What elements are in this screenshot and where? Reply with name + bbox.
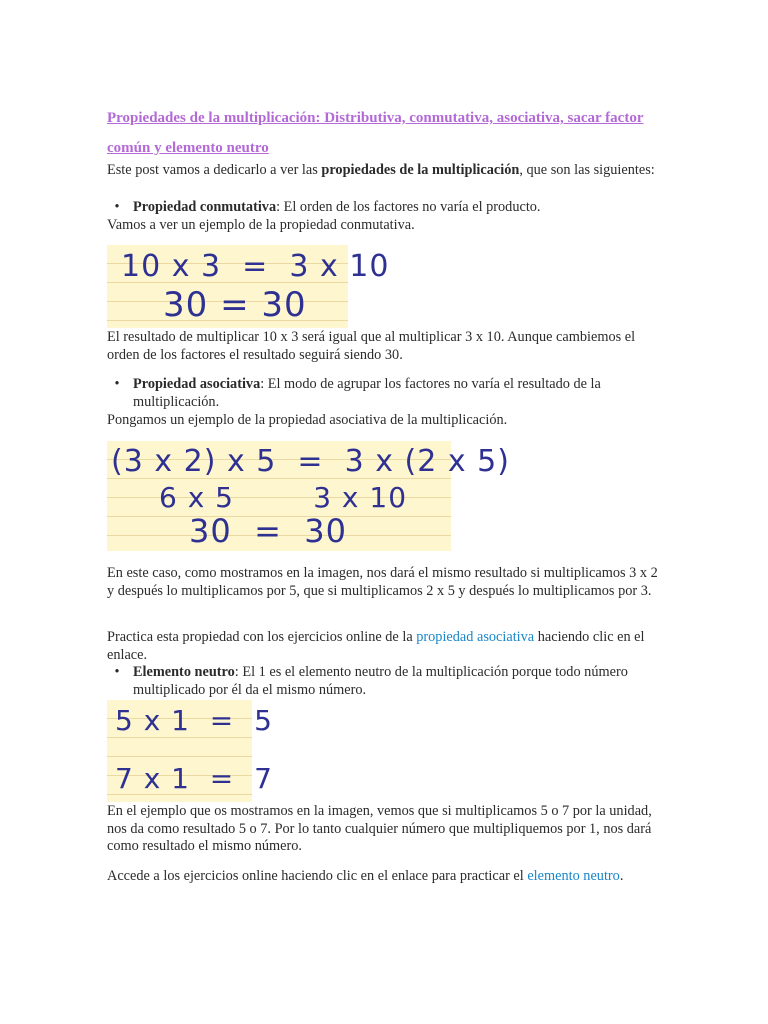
intro-bold: propiedades de la multiplicación — [321, 162, 520, 178]
propiedad-asociativa-link[interactable]: propiedad asociativa — [416, 629, 535, 645]
conmutativa-text: : El orden de los factores no varía el producto. — [276, 199, 541, 215]
page-title[interactable]: Propiedades de la multiplicación: Distributiva, conmutativa, asociativa, sacar factor común y elemento neutro — [107, 110, 644, 156]
handwritten-line: 6 x 5 3 x 10 — [159, 481, 408, 514]
bullet-conmutativa — [107, 199, 667, 217]
handwritten-line: (3 x 2) x 5 = 3 x (2 x 5) — [111, 444, 510, 479]
neutro-example-image — [107, 700, 273, 802]
neutro-practice — [107, 868, 667, 886]
asociativa-example-image — [107, 441, 510, 551]
intro-paragraph — [107, 162, 667, 180]
asociativa-text: : El modo de agrupar los factores no varía el resultado de la multiplicación. — [133, 376, 601, 410]
handwritten-line: 5 x 1 = 5 — [115, 704, 273, 737]
practice-text-before: Practica esta propiedad con los ejercicios online de la — [107, 629, 417, 645]
conmutativa-explanation: El resultado de multiplicar 10 x 3 será igual que al multiplicar 3 x 10. Aunque cambiemos el orden de los factores el resultado seguirá siendo 30. — [107, 329, 636, 363]
neutro-text: : El 1 es el elemento neutro de la multiplicación porque todo número multiplicado por él da el mismo número. — [133, 664, 628, 698]
conmutativa-label: Propiedad conmutativa — [133, 199, 277, 215]
intro-text-before: Este post vamos a dedicarlo a ver las — [107, 162, 322, 178]
asociativa-explanation: En este caso, como mostramos en la imagen, nos dará el mismo resultado si multiplicamos 3 x 2 y después lo multiplicamos por 5, que si multiplicamos 2 x 5 y después lo multiplicamos por 3. — [107, 565, 658, 599]
asociativa-label: Propiedad asociativa — [133, 376, 261, 392]
practice-text-before: Accede a los ejercicios online haciendo clic en el enlace para practicar el — [107, 868, 528, 884]
conmutativa-example-intro: Vamos a ver un ejemplo de la propiedad conmutativa. — [107, 217, 415, 233]
neutro-explanation: En el ejemplo que os mostramos en la imagen, vemos que si multiplicamos 5 o 7 por la unidad, nos da como resultado 5 o 7. Por lo tanto cualquier número que multipliquemos por 1, nos dará como resultado el mismo número. — [107, 803, 652, 854]
handwritten-line: 30 = 30 — [189, 512, 347, 550]
bullet-asociativa — [107, 376, 667, 411]
handwritten-line: 7 x 1 = 7 — [115, 762, 273, 795]
asociativa-example-intro: Pongamos un ejemplo de la propiedad asociativa de la multiplicación. — [107, 412, 508, 428]
handwritten-line: 30 = 30 — [163, 285, 307, 325]
conmutativa-example-image — [107, 245, 390, 328]
intro-text-after: , que son las siguientes: — [519, 162, 655, 178]
asociativa-practice — [107, 629, 667, 664]
practice-text-after: . — [619, 868, 624, 884]
bullet-elemento-neutro — [107, 664, 667, 699]
handwritten-line: 10 x 3 = 3 x 10 — [121, 249, 390, 284]
bullet-icon: • — [114, 664, 120, 680]
elemento-neutro-link[interactable]: elemento neutro — [527, 868, 620, 884]
neutro-label: Elemento neutro — [133, 664, 235, 680]
bullet-icon: • — [114, 199, 120, 215]
practice-text-after: haciendo clic en el enlace. — [107, 629, 645, 663]
bullet-icon: • — [114, 376, 120, 392]
